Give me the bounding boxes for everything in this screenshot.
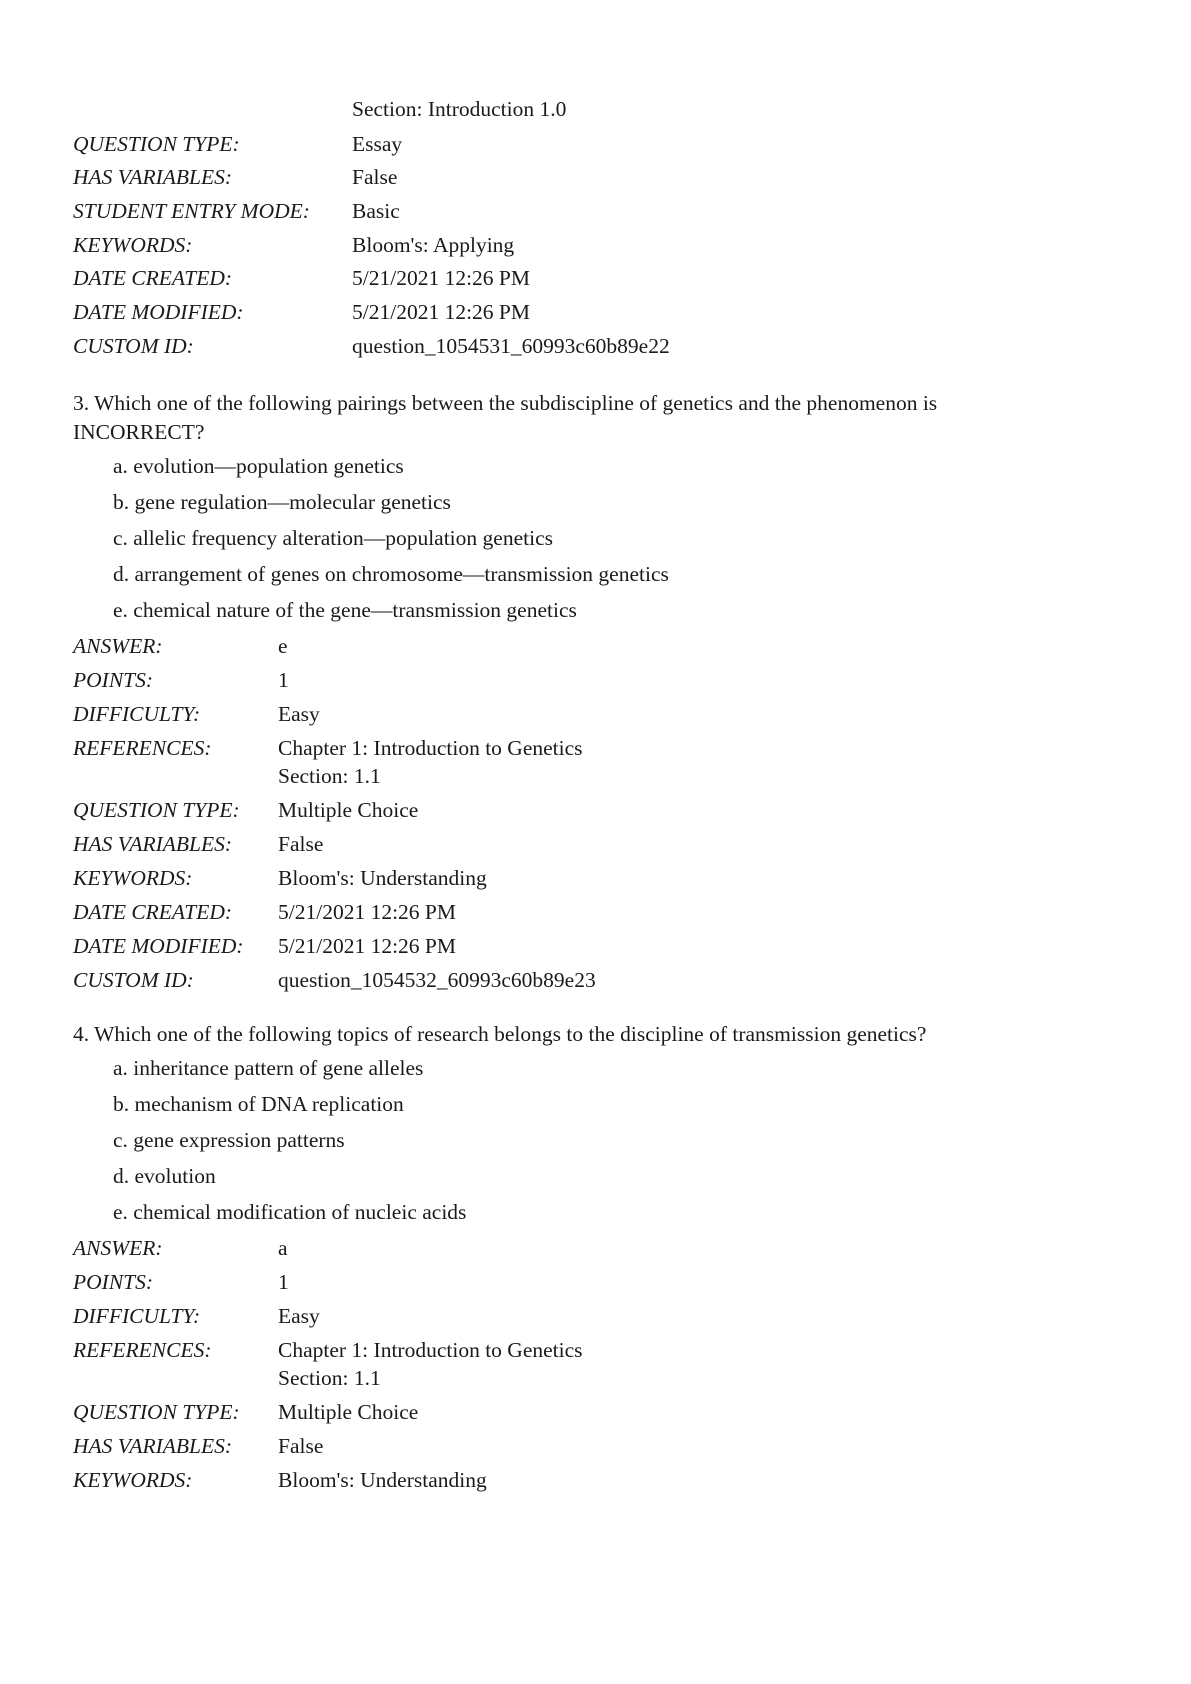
q2-section: Section: Introduction 1.0 (352, 97, 567, 121)
q3-custom-id-label: CUSTOM ID: (73, 968, 194, 992)
q3-points-value: 1 (278, 668, 289, 692)
q3-question-line-2: INCORRECT? (73, 420, 205, 444)
q2-entry-mode-value: Basic (352, 199, 400, 223)
q2-date-modified-label: DATE MODIFIED: (73, 300, 244, 324)
q3-points-label: POINTS: (73, 668, 154, 692)
q3-question-type-value: Multiple Choice (278, 798, 419, 822)
q3-keywords-value: Bloom's: Understanding (278, 866, 487, 890)
q3-references-section: Section: 1.1 (278, 764, 381, 788)
q2-question-type-label: QUESTION TYPE: (73, 132, 240, 156)
q3-option-b: b. gene regulation—molecular genetics (113, 490, 451, 514)
q4-keywords-value: Bloom's: Understanding (278, 1468, 487, 1492)
q3-difficulty-value: Easy (278, 702, 320, 726)
q3-references-value: Chapter 1: Introduction to Genetics (278, 736, 583, 760)
q3-custom-id-value: question_1054532_60993c60b89e23 (278, 968, 596, 992)
q4-references-label: REFERENCES: (73, 1338, 212, 1362)
q3-date-created-value: 5/21/2021 12:26 PM (278, 900, 456, 924)
q4-question-type-value: Multiple Choice (278, 1400, 419, 1424)
q3-answer-value: e (278, 634, 288, 658)
q3-date-created-label: DATE CREATED: (73, 900, 233, 924)
q3-references-label: REFERENCES: (73, 736, 212, 760)
q4-has-variables-label: HAS VARIABLES: (73, 1434, 233, 1458)
q4-difficulty-label: DIFFICULTY: (73, 1304, 201, 1328)
q2-date-created-value: 5/21/2021 12:26 PM (352, 266, 530, 290)
q4-option-e: e. chemical modification of nucleic acids (113, 1200, 467, 1224)
q3-date-modified-value: 5/21/2021 12:26 PM (278, 934, 456, 958)
q2-date-modified-value: 5/21/2021 12:26 PM (352, 300, 530, 324)
q4-references-section: Section: 1.1 (278, 1366, 381, 1390)
q3-question-type-label: QUESTION TYPE: (73, 798, 240, 822)
q2-date-created-label: DATE CREATED: (73, 266, 233, 290)
q2-entry-mode-label: STUDENT ENTRY MODE: (73, 199, 310, 223)
q4-answer-label: ANSWER: (73, 1236, 163, 1260)
q2-keywords-value: Bloom's: Applying (352, 233, 515, 257)
q4-references-value: Chapter 1: Introduction to Genetics (278, 1338, 583, 1362)
q4-option-b: b. mechanism of DNA replication (113, 1092, 404, 1116)
q4-question-type-label: QUESTION TYPE: (73, 1400, 240, 1424)
q3-question-line-1: 3. Which one of the following pairings between the subdiscipline of genetics and the phenomenon is (73, 391, 938, 415)
q2-custom-id-value: question_1054531_60993c60b89e22 (352, 334, 670, 358)
q4-option-c: c. gene expression patterns (113, 1128, 345, 1152)
q3-keywords-label: KEYWORDS: (73, 866, 193, 890)
q2-has-variables-value: False (352, 165, 398, 189)
q4-option-a: a. inheritance pattern of gene alleles (113, 1056, 424, 1080)
q3-date-modified-label: DATE MODIFIED: (73, 934, 244, 958)
q3-option-d: d. arrangement of genes on chromosome—transmission genetics (113, 562, 669, 586)
q3-option-e: e. chemical nature of the gene—transmission genetics (113, 598, 577, 622)
q4-points-label: POINTS: (73, 1270, 154, 1294)
q4-has-variables-value: False (278, 1434, 324, 1458)
q4-points-value: 1 (278, 1270, 289, 1294)
q4-difficulty-value: Easy (278, 1304, 320, 1328)
q4-keywords-label: KEYWORDS: (73, 1468, 193, 1492)
q2-question-type-value: Essay (352, 132, 403, 156)
q2-custom-id-label: CUSTOM ID: (73, 334, 194, 358)
q4-question-line-1: 4. Which one of the following topics of research belongs to the discipline of transmission genetics? (73, 1022, 927, 1046)
q3-answer-label: ANSWER: (73, 634, 163, 658)
q2-has-variables-label: HAS VARIABLES: (73, 165, 233, 189)
q3-difficulty-label: DIFFICULTY: (73, 702, 201, 726)
q3-has-variables-label: HAS VARIABLES: (73, 832, 233, 856)
q3-option-a: a. evolution—population genetics (113, 454, 404, 478)
q4-answer-value: a (278, 1236, 288, 1260)
q3-option-c: c. allelic frequency alteration—population genetics (113, 526, 553, 550)
q4-option-d: d. evolution (113, 1164, 216, 1188)
q3-has-variables-value: False (278, 832, 324, 856)
q2-keywords-label: KEYWORDS: (73, 233, 193, 257)
